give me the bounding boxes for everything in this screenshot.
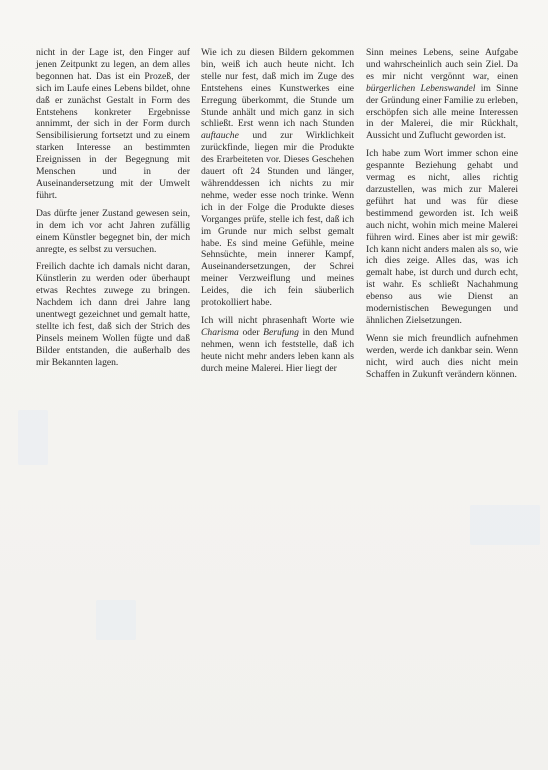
paragraph [36,261,190,368]
body-text: nicht in der Lage ist, den Finger auf jenen Zeitpunkt zu legen, an dem alles begonnen hat. Das ist ein Prozeß, der sich im Laufe eines Lebens bildet, ohne daß er zunächst Gestalt in Form des Entstehens konkreter Ergebnisse annimmt, der sich in der Form durch Sensibilisierung fortsetzt und zu einem starken Interesse an bestimmten Ereignissen in der Begegnung mit Menschen und in der Auseinandersetzung mit der Umwelt führt. [36,47,190,201]
body-text: Ich habe zum Wort immer schon eine gespannte Beziehung gehabt und vermag es nicht, alles richtig darzustellen, was mich zur Malerei geführt hat und was für diese bestimmend geworden ist. Ich weiß auch nicht, wohin mich meine Malerei führen wird. Eines aber ist mir gewiß: Ich kann nicht anders malen als so, wie ich dies zeige. Alles das, was ich gemalt habe, ist durch und durch echt, ist wahr. Es schließt Nachahmung ebenso aus wie Dienst an modernistischen Bewegungen und ähnlichen Zielsetzungen. [366,148,518,326]
show-through-shadow [470,505,540,545]
paragraph [201,315,354,375]
text-column-right [366,47,518,386]
paragraph [36,47,190,202]
text-column-left [36,47,190,375]
body-text: und zur Wirklichkeit zurückfinde, liegen mir die Produkte des Erarbeiteten vor. Dieses Geschehen dauert oft 24 Stunden und länger, währenddessen ich nichts zu mir nehme, weder esse noch trinke. Wenn ich in der Folge die Produkte dieses Vorganges prüfe, stelle ich fest, daß ich im Grunde nur mich selbst gemalt habe. Es sind meine Gefühle, meine Sehnsüchte, mein innerer Kampf, Auseinandersetzungen, der Schrei meiner Verzweiflung und meines Leides, die ich fein säuberlich protokolliert habe. [201,130,354,309]
emphasized-text: Charisma [201,326,239,338]
body-text: Sinn meines Lebens, seine Aufgabe und wahrscheinlich auch sein Ziel. Da es mir nicht vergönnt war, einen [366,47,518,82]
emphasized-text: auftauche [201,130,239,142]
show-through-shadow [96,600,136,640]
paragraph [366,47,518,142]
body-text: oder [238,326,264,338]
body-text: Freilich dachte ich damals nicht daran, Künstlerin zu werden oder überhaupt etwas Rechtes zuwege zu bringen. Nachdem ich dann drei Jahre lang unentwegt gezeichnet und gemalt hatte, stellte ich fest, daß sich der Strich des Pinsels meinem Wollen fügte und daß Bilder entstanden, die außerhalb des mir Bekannten lagen. [36,261,190,368]
text-column-middle [201,47,354,380]
body-text: in den Mund nehmen, wenn ich feststelle, daß ich heute nicht mehr anders leben kann als durch meine Malerei. Hier liegt der [201,326,355,374]
body-text: Das dürfte jener Zustand gewesen sein, in dem ich vor acht Jahren zufällig einem Künstler begegnet bin, der mich anregte, es selbst zu versuchen. [36,207,190,255]
body-text: Wenn sie mich freundlich aufnehmen werden, werde ich dankbar sein. Wenn nicht, wird auch dies nicht mein Schaffen in Zukunft verändern können. [366,332,518,380]
body-text: Ich will nicht phrasenhaft Worte wie [201,314,354,326]
paragraph [366,333,518,381]
paragraph [201,47,354,309]
paragraph [36,208,190,256]
emphasized-text: Berufung [263,326,299,338]
emphasized-text: bürgerlichen Lebenswandel [366,82,476,94]
show-through-shadow [18,410,48,465]
paragraph [366,148,518,327]
body-text: im Sinne der Gründung einer Familie zu erleben, erschöpfen sich alle meine Interessen in der Malerei, die mir Rückhalt, Aussicht und Zuflucht geworden ist. [366,82,518,142]
body-text: Wie ich zu diesen Bildern gekommen bin, weiß ich auch heute nicht. Ich stelle nur fest, daß mich im Zuge des Entstehens eines Kunstwerkes eine Erregung überkommt, die Stunde um Stunde anhält und mich ganz in sich schließt. Erst wenn ich nach Stunden [201,47,354,130]
